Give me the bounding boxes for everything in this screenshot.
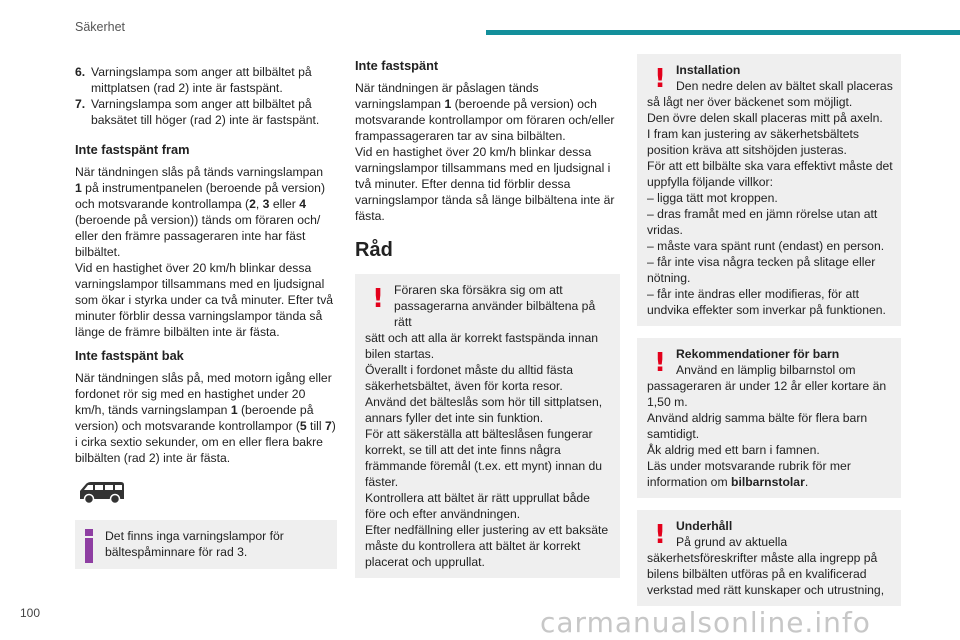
installation-text: I fram kan justering av säkerhetsbältets position kräva att sitshöjden justeras.	[647, 127, 860, 157]
header-accent-bar	[486, 30, 960, 35]
installation-title: Installation	[676, 63, 741, 77]
installation-text: – får inte ändras eller modifieras, för att undvika effekter som inverkar på funktionen.	[647, 287, 886, 317]
installation-text: – ligga tätt mot kroppen.	[647, 191, 778, 205]
warning-text: sätt och att alla är korrekt fastspända innan bilen startas.	[365, 331, 599, 361]
item-number: 6.	[75, 65, 86, 79]
installation-text: För att ett bilbälte ska vara effektivt måste det uppfylla följande villkor:	[647, 159, 893, 189]
children-first-line: Använd en lämplig bilbarnstol om	[676, 363, 856, 377]
column-1	[75, 58, 337, 569]
list-item	[75, 64, 337, 96]
front-paragraph-2: Vid en hastighet över 20 km/h blinkar dessa varningslampor tillsammans med en ljudsignal som ökar i styrka under ca två minuter. Efter två minuter förblir dessa varningslampor tända så länge de främre bilbälten inte är fästa.	[75, 261, 334, 339]
exclamation-icon: !	[654, 348, 666, 378]
warning-text: Använd det bälteslås som hör till sittplatsen, annars fyller det inte sin funktion.	[365, 395, 603, 425]
heading-rear: Inte fastspänt bak	[75, 348, 184, 363]
exclamation-icon: !	[654, 64, 666, 94]
watermark: carmanualsonline.info	[540, 606, 871, 639]
installation-text: så lågt ner över bäckenet som möjligt.	[647, 95, 853, 109]
exclamation-icon: !	[372, 284, 384, 314]
children-text: passageraren är under 12 år eller kortare än 1,50 m.	[647, 379, 887, 409]
warning-text: För att säkerställa att bälteslåsen fungerar korrekt, se till att det inte finns några främmande föremål (t.ex. ett mynt) innan du fäster.	[365, 427, 603, 489]
info-icon	[85, 529, 93, 563]
heading-unbuckled: Inte fastspänt	[355, 58, 439, 73]
heading-front: Inte fastspänt fram	[75, 142, 190, 157]
maintenance-title: Underhåll	[676, 519, 733, 533]
warning-box-installation	[637, 54, 901, 326]
heading-advice: Råd	[355, 239, 393, 261]
warning-first-line: Föraren ska försäkra sig om att	[394, 283, 563, 297]
van-icon	[77, 478, 337, 510]
children-text: Använd aldrig samma bälte för flera barn samtidigt.	[647, 411, 868, 441]
warning-box-maintenance	[637, 510, 901, 606]
warning-box-advice	[355, 274, 620, 578]
children-text: Åk aldrig med ett barn i famnen.	[647, 443, 820, 457]
warning-second-line: passagerarna använder bilbältena på rätt	[394, 299, 596, 329]
installation-text: Den övre delen skall placeras mitt på axeln.	[647, 111, 883, 125]
section-title: Säkerhet	[75, 20, 126, 34]
info-text: Det finns inga varningslampor för bältespåminnare för rad 3.	[105, 529, 284, 559]
item-text: Varningslampa som anger att bilbältet på baksätet till höger (rad 2) inte är fastspänt.	[91, 97, 320, 127]
column-3	[637, 54, 901, 606]
installation-first-line: Den nedre delen av bältet skall placeras	[676, 79, 893, 93]
warning-text: Överallt i fordonet måste du alltid fästa säkerhetsbältet, även för korta resor.	[365, 363, 573, 393]
children-text-last: Läs under motsvarande rubrik för mer information om bilbarnstolar.	[647, 459, 851, 489]
rear-paragraph: När tändningen slås på, med motorn igång eller fordonet rör sig med en hastighet under 20 km/h, tänds varningslampan 1 (beroende på version) och motsvarande kontrollampor (5 till 7) i cirka sextio sekunder, om en eller flera bakre bilbälten (rad 2) inte är fästa.	[75, 371, 336, 465]
installation-text: – måste vara spänt runt (endast) en person.	[647, 239, 885, 253]
warning-text: Kontrollera att bältet är rätt upprullat både före och efter användningen.	[365, 491, 590, 521]
column-2	[355, 58, 620, 578]
exclamation-icon: !	[654, 520, 666, 550]
warning-box-children	[637, 338, 901, 498]
front-paragraph-1: När tändningen slås på tänds varningslampan 1 på instrumentpanelen (beroende på version) och motsvarande kontrollampa (2, 3 eller 4 (beroende på version)) tänds om föraren och/ eller den främre passageraren inte har fäst bilbältet.	[75, 165, 326, 259]
installation-text: – får inte visa några tecken på slitage eller nötning.	[647, 255, 876, 285]
unbuckled-paragraph-2: Vid en hastighet över 20 km/h blinkar dessa varningslampor tillsammans med en ljudsignal i två minuter. Efter denna tid förblir dessa varningslampor tända så länge bilbältena inte är fästa.	[355, 145, 615, 223]
maintenance-text: säkerhetsföreskrifter måste alla ingrepp på bilens bilbälten utföras på en kvalificerad verkstad med rätt kunskaper och utrustning,	[647, 551, 885, 597]
list-item	[75, 96, 337, 128]
item-text: Varningslampa som anger att bilbältet på mittplatsen (rad 2) inte är fastspänt.	[91, 65, 312, 95]
info-box	[75, 520, 337, 569]
children-title: Rekommendationer för barn	[676, 347, 840, 361]
page-number: 100	[20, 606, 41, 620]
unbuckled-paragraph-1: När tändningen är påslagen tänds varningslampan 1 (beroende på version) och motsvarande kontrollampor om föraren och/eller frampassageraren tar av sina bilbälten.	[355, 81, 615, 143]
item-number: 7.	[75, 97, 86, 111]
warning-text: Efter nedfällning eller justering av ett baksäte måste du kontrollera att bältet är korrekt placerat och upprullat.	[365, 523, 609, 569]
maintenance-first-line: På grund av aktuella	[676, 535, 788, 549]
installation-text: – dras framåt med en jämn rörelse utan att vridas.	[647, 207, 878, 237]
